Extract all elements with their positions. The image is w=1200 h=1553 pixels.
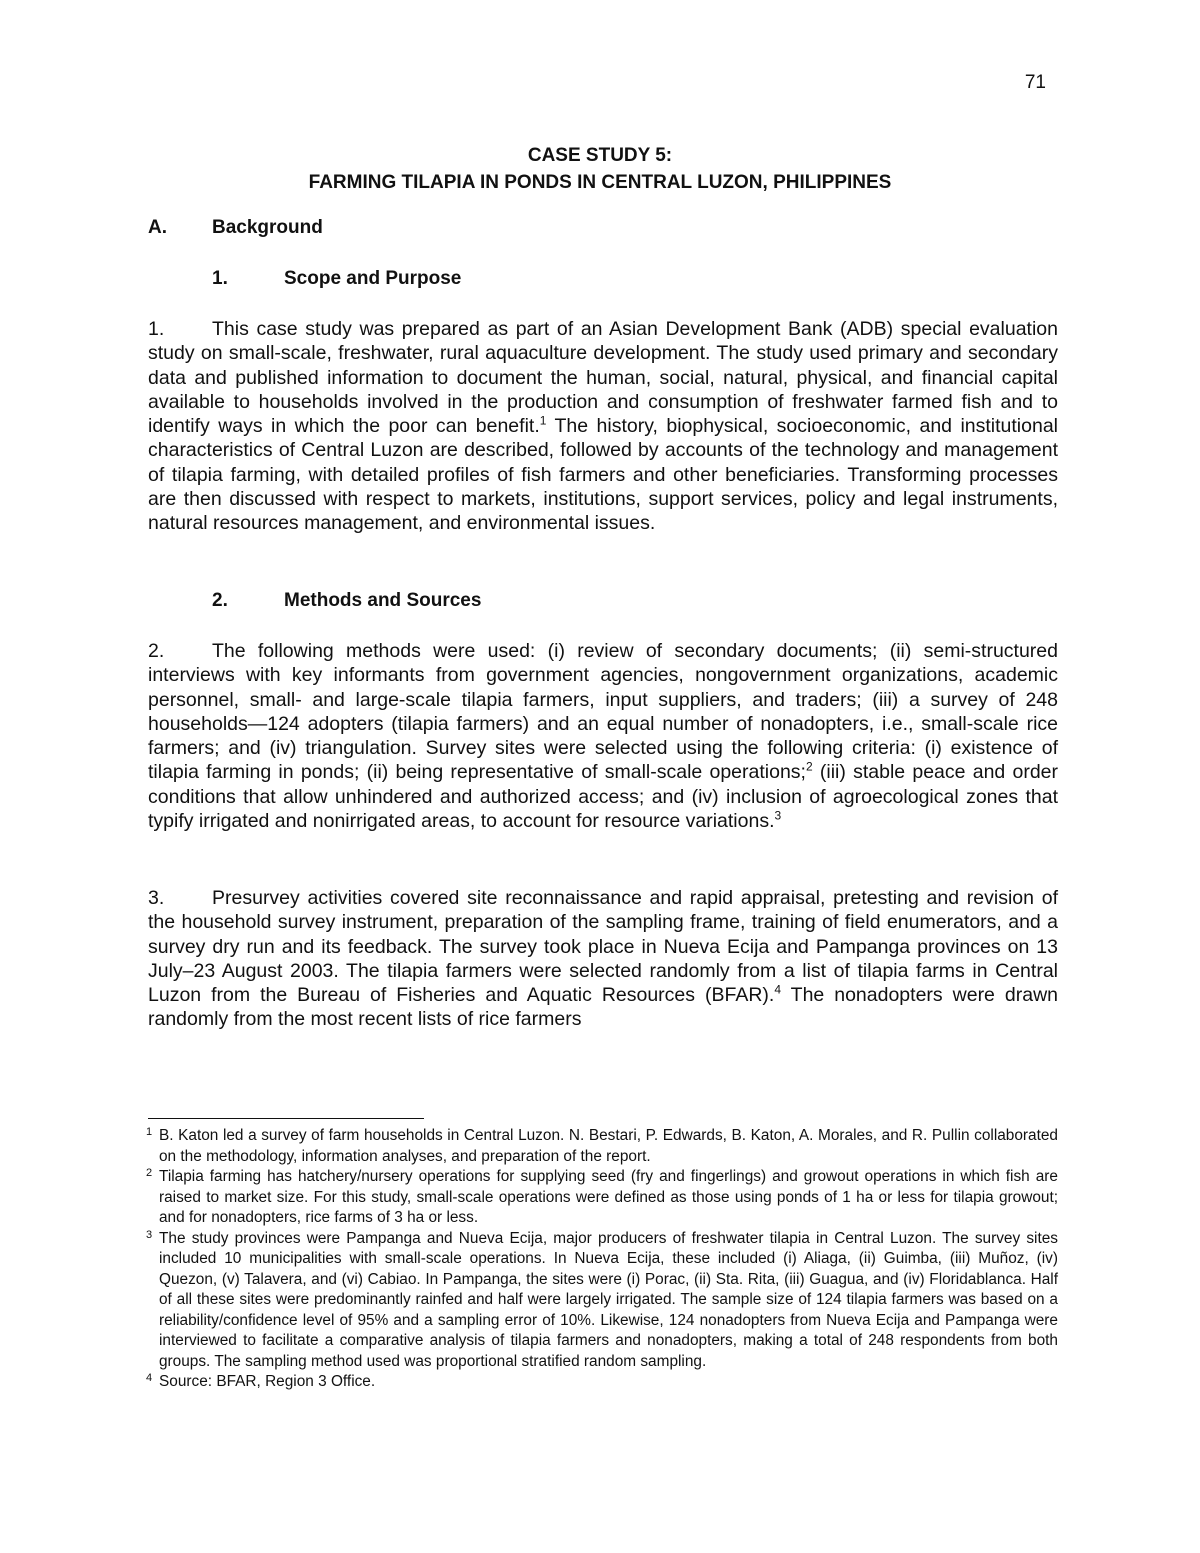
paragraph-text: This case study was prepared as part of an Asian Development Bank (ADB) special evaluation study on small-scale, freshwater, rural aquaculture development. The study used primary and secondary data and published information to document the human, social, natural, physical, and financial capital available to households involved in the production and consumption of freshwater farmed fish and to identify ways in which the poor can benefit. xyxy=(148,318,1058,438)
subsection-label: Scope and Purpose xyxy=(284,268,462,289)
footnotes xyxy=(148,1126,1058,1393)
footnote-ref-4[interactable]: 4 xyxy=(774,982,782,997)
paragraph-text: The history, biophysical, socioeconomic, and institutional characteristics of Central Luzon are described, followed by accounts of the technology and management of tilapia farming, with detailed profiles of fish farmers and other beneficiaries. Transforming processes are then discussed with respect to markets, institutions, support services, policy and legal instruments, natural resources management, and environmental issues. xyxy=(148,415,1058,535)
paragraph-text: The following methods were used: (i) review of secondary documents; (ii) semi-structured interviews with key informants from government agencies, nongovernment organizations, academic personnel, small- and large-scale tilapia farmers, input suppliers, and traders; (iii) a survey of 248 households—124 adopters (tilapia farmers) and an equal number of nonadopters, i.e., small-scale rice farmers; and (iv) triangulation. Survey sites were selected using the following criteria: (i) existence of tilapia farming in ponds; (ii) being representative of small-scale operations; xyxy=(148,640,1058,784)
footnote-text: B. Katon led a survey of farm households in Central Luzon. N. Bestari, P. Edwards, B. Katon, A. Morales, and R. Pullin collaborated on the methodology, information analyses, and preparation of the report. xyxy=(159,1127,1058,1165)
footnote-ref-3[interactable]: 3 xyxy=(774,808,782,823)
footnote-2 xyxy=(148,1167,1058,1229)
title-line-2: FARMING TILAPIA IN PONDS IN CENTRAL LUZON, PHILIPPINES xyxy=(308,172,892,193)
paragraph-2 xyxy=(148,639,1058,833)
section-label: Background xyxy=(212,217,323,238)
footnote-4 xyxy=(148,1372,1058,1393)
subsection-heading-scope xyxy=(212,268,461,290)
footnote-mark: 2 xyxy=(146,1167,153,1179)
subsection-heading-methods xyxy=(212,590,481,612)
footnote-mark: 4 xyxy=(146,1372,153,1384)
footnote-text: Source: BFAR, Region 3 Office. xyxy=(159,1373,376,1390)
footnote-text: Tilapia farming has hatchery/nursery operations for supplying seed (fry and fingerlings) and growout operations in which fish are raised to market size. For this study, small-scale operations were defined as those using ponds of 1 ha or less for tilapia growout; and for nonadopters, rice farms of 3 ha or less. xyxy=(159,1168,1058,1226)
paragraph-number: 3. xyxy=(148,887,165,909)
subsection-number: 2. xyxy=(212,590,228,611)
paragraph-text: (iii) stable peace and order conditions that allow unhindered and authorized access; and (iv) inclusion of agroecological zones that typify irrigated and nonirrigated areas, to account for resource variations. xyxy=(148,761,1059,833)
paragraph-number: 2. xyxy=(148,640,165,662)
section-heading-background xyxy=(148,217,323,239)
footnote-mark: 1 xyxy=(146,1126,153,1138)
paragraph-text: The nonadopters were drawn randomly from the most recent lists of rice farmers xyxy=(148,984,1058,1031)
paragraph-text: Presurvey activities covered site reconnaissance and rapid appraisal, pretesting and revision of the household survey instrument, preparation of the sampling frame, training of field enumerators, and a survey dry run and its feedback. The survey took place in Nueva Ecija and Pampanga provinces on 13 July–23 August 2003. The tilapia farmers were selected randomly from a list of tilapia farms in Central Luzon from the Bureau of Fisheries and Aquatic Resources (BFAR). xyxy=(148,887,1058,1007)
subsection-number: 1. xyxy=(212,268,228,289)
paragraph-number: 1. xyxy=(148,318,165,340)
paragraph-3 xyxy=(148,886,1058,1032)
footnote-3 xyxy=(148,1229,1058,1373)
section-number: A. xyxy=(148,217,167,238)
footnote-ref-1[interactable]: 1 xyxy=(539,413,547,428)
document-title xyxy=(150,142,1050,196)
title-line-1: CASE STUDY 5: xyxy=(527,145,673,166)
page-number: 71 xyxy=(1024,72,1046,93)
subsection-label: Methods and Sources xyxy=(284,590,482,611)
footnote-divider xyxy=(148,1118,424,1119)
footnote-mark: 3 xyxy=(146,1228,153,1241)
footnote-ref-2[interactable]: 2 xyxy=(805,759,813,774)
footnote-text: The study provinces were Pampanga and Nueva Ecija, major producers of freshwater tilapia in Central Luzon. The survey sites included 10 municipalities with small-scale operations. In Nueva Ecija, these included (i) Aliaga, (ii) Guimba, (iii) Muñoz, (iv) Quezon, (v) Talavera, and (vi) Cabiao. In Pampanga, the sites were (i) Porac, (ii) Sta. Rita, (iii) Guagua, and (iv) Floridablanca. Half of all these sites were predominantly rainfed and half were largely irrigated. The sample size of 124 tilapia farmers was based on a reliability/confidence level of 95% and a sampling error of 10%. Likewise, 124 nonadopters from Nueva Ecija and Pampanga were interviewed to facilitate a comparative analysis of tilapia farmers and nonadopters, making a total of 248 respondents from both groups. The sampling method used was proportional stratified random sampling. xyxy=(159,1229,1058,1370)
footnote-1 xyxy=(148,1126,1058,1167)
paragraph-1 xyxy=(148,317,1058,536)
